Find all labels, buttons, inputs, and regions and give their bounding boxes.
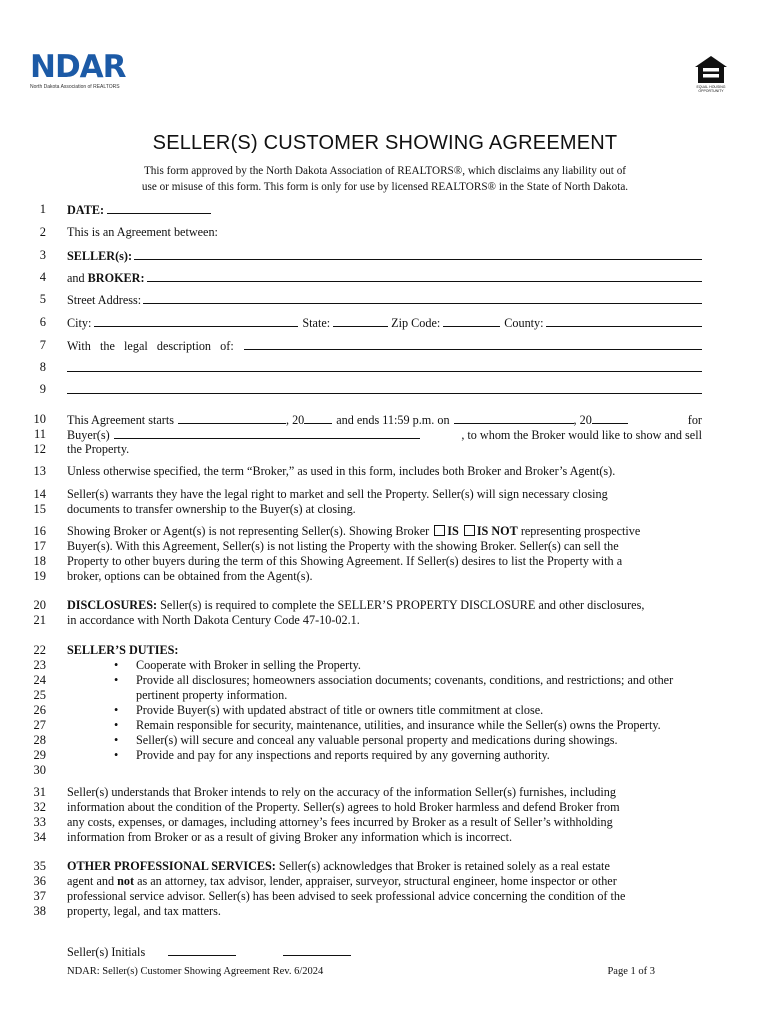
agreement-between: This is an Agreement between:	[67, 225, 218, 239]
paragraph-line: information from Broker or as a result of giving Broker any information which is incorrect.	[67, 830, 513, 844]
legal-field-3[interactable]	[67, 382, 702, 394]
line-number: 38	[33, 904, 46, 918]
paragraph-line	[67, 874, 703, 889]
line-number: 9	[39, 382, 46, 396]
is-not-checkbox[interactable]	[464, 525, 475, 536]
seller-warranty-paragraph	[67, 487, 703, 517]
term-start-label: This Agreement starts	[67, 413, 174, 427]
line-number: 30	[33, 763, 46, 777]
line-number: 13	[33, 464, 46, 478]
term-line-1	[67, 412, 702, 428]
ndar-logo	[30, 49, 140, 90]
list-item	[112, 703, 704, 718]
representation-text: Showing Broker or Agent(s) is not representing Seller(s). Showing Broker	[67, 524, 430, 538]
line-number: 33	[33, 815, 46, 829]
line-number: 34	[33, 830, 46, 844]
list-item	[112, 733, 704, 748]
paragraph-line	[67, 859, 703, 874]
page-number: Page 1 of 3	[607, 966, 655, 977]
initials-row	[67, 944, 351, 960]
paragraph-line	[67, 598, 703, 613]
city-field[interactable]	[94, 315, 298, 327]
zip-field[interactable]	[443, 315, 500, 327]
initials-label: Seller(s) Initials	[67, 945, 146, 959]
bullet-icon: •	[114, 733, 119, 747]
bullet-icon: •	[114, 673, 119, 687]
paragraph-line: information about the condition of the Property. Seller(s) agrees to hold Broker harmless and defend Broker from	[67, 800, 620, 814]
equal-housing-caption: EQUAL HOUSING OPPORTUNITY	[696, 85, 726, 93]
list-item	[112, 718, 704, 733]
bullet-icon: •	[114, 703, 119, 717]
paragraph-line: Buyer(s). With this Agreement, Seller(s) is not listing the Property with the showing Broker. Seller(s) can sell the	[67, 539, 619, 553]
legal-field-2[interactable]	[67, 360, 702, 372]
line-number: 8	[39, 360, 46, 374]
legal-row-2	[67, 360, 702, 372]
start-date-field[interactable]	[178, 412, 286, 424]
line-number: 25	[33, 688, 46, 702]
is-checkbox[interactable]	[434, 525, 445, 536]
bullet-icon: •	[114, 718, 119, 732]
term-for-label: for	[687, 413, 702, 427]
line-number: 5	[39, 292, 46, 306]
broker-label: BROKER:	[87, 271, 145, 285]
line-number: 7	[39, 338, 46, 352]
initials-field-1[interactable]	[168, 944, 236, 956]
line-number: 17	[33, 539, 46, 553]
street-row	[67, 292, 702, 308]
line-number: 16	[33, 524, 46, 538]
and-label: and	[67, 271, 85, 285]
line-number: 31	[33, 785, 46, 799]
duty-text: Seller(s) will secure and conceal any valuable personal property and medications during showings.	[136, 733, 618, 747]
line-number: 19	[33, 569, 46, 583]
zip-label: Zip Code:	[391, 316, 441, 330]
line-number: 20	[33, 598, 46, 612]
date-row	[67, 202, 211, 218]
line-number: 24	[33, 673, 46, 687]
line-number: 22	[33, 643, 46, 657]
line-number: 15	[33, 502, 46, 516]
line-number: 27	[33, 718, 46, 732]
services-heading: OTHER PROFESSIONAL SERVICES:	[67, 859, 276, 873]
line-number: 35	[33, 859, 46, 873]
date-label: DATE:	[67, 203, 105, 217]
term-line-2	[67, 427, 702, 443]
paragraph-line: any costs, expenses, or damages, including attorney’s fees incurred by Broker as a result of Seller’s withholding	[67, 815, 613, 829]
disclosures-paragraph	[67, 598, 703, 628]
page-footer	[67, 966, 655, 977]
line-number: 29	[33, 748, 46, 762]
line-number: 2	[39, 225, 46, 239]
state-label: State:	[302, 316, 331, 330]
initials-field-2[interactable]	[283, 944, 351, 956]
line-number: 4	[39, 270, 46, 284]
broker-definition: Unless otherwise specified, the term “Broker,” as used in this form, includes both Broker and Broker’s Agent(s).	[67, 464, 616, 478]
duties-list	[112, 658, 704, 763]
disclaimer-line-2: use or misuse of this form. This form is only for use by licensed REALTORS® in the State of North Dakota.	[141, 181, 629, 193]
start-year-field[interactable]	[304, 412, 332, 424]
representation-text-2: representing prospective	[520, 524, 641, 538]
is-not-label: IS NOT	[476, 524, 518, 538]
duties-heading-text: SELLER’S DUTIES:	[67, 643, 179, 657]
line-number: 36	[33, 874, 46, 888]
duty-text: Provide and pay for any inspections and reports required by any governing authority.	[136, 748, 550, 762]
line-number: 6	[39, 315, 46, 329]
line-number: 1	[39, 202, 46, 216]
city-row	[67, 315, 702, 331]
list-item	[112, 748, 704, 763]
bullet-icon: •	[114, 748, 119, 762]
paragraph-line: documents to transfer ownership to the Buyer(s) at closing.	[67, 502, 356, 516]
line-number: 11	[33, 427, 46, 441]
street-field[interactable]	[143, 292, 702, 304]
paragraph-line: in accordance with North Dakota Century Code 47-10-02.1.	[67, 613, 360, 627]
line-number: 23	[33, 658, 46, 672]
line-number: 32	[33, 800, 46, 814]
line-number: 12	[33, 442, 46, 456]
legal-row	[67, 338, 702, 354]
form-disclaimer	[100, 163, 670, 195]
logo-wordmark: NDAR	[30, 49, 126, 85]
buyer-tail: , to whom the Broker would like to show and sell	[461, 428, 702, 442]
term-end-label: and ends 11:59 p.m. on	[336, 413, 450, 427]
disclosures-heading: DISCLOSURES:	[67, 598, 158, 612]
duties-heading	[67, 643, 178, 658]
legal-row-3	[67, 382, 702, 394]
line-number: 14	[33, 487, 46, 501]
county-label: County:	[504, 316, 544, 330]
seller-label: SELLER(s):	[67, 249, 133, 263]
paragraph-line: broker, options can be obtained from the Agent(s).	[67, 569, 313, 583]
legal-field-1[interactable]	[244, 338, 702, 350]
disclosures-text: Seller(s) is required to complete the SELLER’S PROPERTY DISCLOSURE and other disclosures,	[160, 598, 645, 612]
buyer-label: Buyer(s)	[67, 428, 110, 442]
list-item	[112, 673, 704, 703]
paragraph-line: professional service advisor. Seller(s) has been advised to seek professional advice concerning the condition of the	[67, 889, 626, 903]
line-number: 10	[33, 412, 46, 426]
legal-label: With the legal description of:	[67, 339, 234, 353]
services-text-2a: agent and	[67, 874, 115, 888]
representation-paragraph	[67, 524, 703, 584]
reliance-paragraph	[67, 785, 703, 845]
date-field[interactable]	[107, 202, 211, 214]
term-year-label-2: , 20	[573, 413, 592, 427]
line-number: 3	[39, 248, 46, 262]
services-not: not	[117, 874, 135, 888]
line-number: 37	[33, 889, 46, 903]
state-field[interactable]	[333, 315, 388, 327]
county-field[interactable]	[546, 315, 702, 327]
term-year-label: , 20	[285, 413, 305, 427]
bullet-icon: •	[114, 658, 119, 672]
paragraph-line: Seller(s) warrants they have the legal right to market and sell the Property. Seller(s) will sign necessary closing	[67, 487, 608, 501]
logo-subtitle: North Dakota Association of REALTORS	[30, 84, 120, 90]
seller-row	[67, 248, 702, 264]
broker-field[interactable]	[147, 270, 702, 282]
end-date-field[interactable]	[454, 412, 574, 424]
page-title: SELLER(S) CUSTOMER SHOWING AGREEMENT	[152, 132, 618, 154]
disclaimer-line-1: This form approved by the North Dakota Association of REALTORS®, which disclaims any liability out of	[143, 165, 627, 177]
line-number: 26	[33, 703, 46, 717]
paragraph-line: property, legal, and tax matters.	[67, 904, 221, 918]
is-label: IS	[447, 524, 459, 538]
equal-housing-icon	[694, 55, 728, 93]
line-number: 28	[33, 733, 46, 747]
duty-text: Remain responsible for security, maintenance, utilities, and insurance while the Seller(s) owns the Property.	[136, 718, 661, 732]
end-year-field[interactable]	[592, 412, 628, 424]
line-number: 18	[33, 554, 46, 568]
paragraph-line: Property to other buyers during the term of this Showing Agreement. If Seller(s) desires to list the Property with a	[67, 554, 623, 568]
footer-form-name: NDAR: Seller(s) Customer Showing Agreement Rev. 6/2024	[67, 966, 324, 977]
term-line-3: the Property.	[67, 442, 130, 456]
line-number: 21	[33, 613, 46, 627]
city-label: City:	[67, 316, 92, 330]
professional-services-paragraph	[67, 859, 703, 919]
street-label: Street Address:	[67, 293, 142, 307]
duty-text: Cooperate with Broker in selling the Property.	[136, 658, 361, 672]
paragraph-line: Seller(s) understands that Broker intends to rely on the accuracy of the information Seller(s) furnishes, including	[67, 785, 616, 799]
services-text-2c: as an attorney, tax advisor, lender, appraiser, surveyor, structural engineer, home inspector or other	[137, 874, 617, 888]
buyer-field[interactable]	[114, 427, 420, 439]
services-text: Seller(s) acknowledges that Broker is retained solely as a real estate	[278, 859, 610, 873]
seller-field[interactable]	[134, 248, 702, 260]
paragraph-line	[67, 524, 703, 539]
list-item	[112, 658, 704, 673]
duty-text: Provide all disclosures; homeowners association documents; covenants, conditions, and restrictions; and other pertinent property information.	[136, 673, 674, 702]
duty-text: Provide Buyer(s) with updated abstract of title or owners title commitment at close.	[136, 703, 544, 717]
broker-row	[67, 270, 702, 286]
